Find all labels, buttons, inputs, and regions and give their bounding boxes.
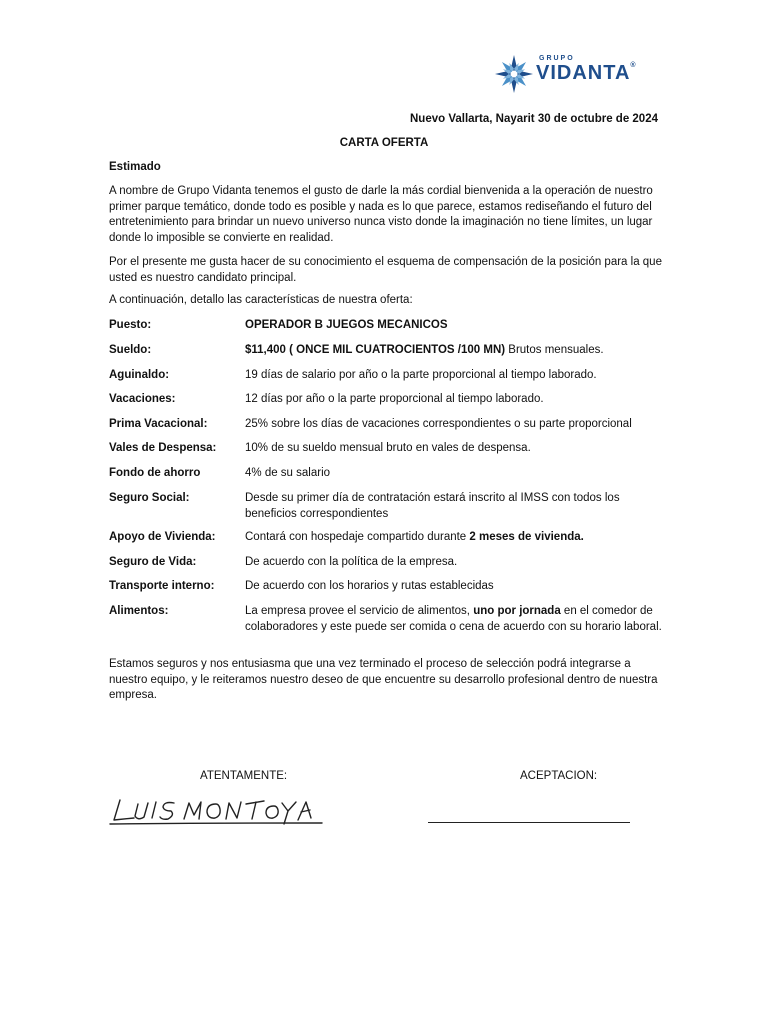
grupo-vidanta-logo bbox=[492, 53, 652, 95]
term-value: 25% sobre los días de vacaciones correspondientes o su parte proporcional bbox=[245, 418, 632, 430]
compensation-paragraph: Por el presente me gusta hacer de su conocimiento el esquema de compensación de la posición para la que usted es nuestro candidato principal. bbox=[109, 256, 662, 284]
term-label: Aguinaldo: bbox=[109, 369, 170, 381]
term-value bbox=[245, 318, 665, 334]
closing-paragraph: Estamos seguros y nos entusiasma que una vez terminado el proceso de selección podrá integrarse a nuestro equipo, y le reiteramos nuestro deseo de que encuentre su desarrollo profesional dentro de nuestra empresa. bbox=[109, 658, 658, 701]
term-value: 4% de su salario bbox=[245, 467, 331, 479]
letter-title: CARTA OFERTA bbox=[339, 137, 429, 149]
term-value-bold: OPERADOR B JUEGOS MECANICOS bbox=[245, 319, 448, 331]
term-label: Seguro Social: bbox=[109, 492, 190, 504]
term-label: Alimentos: bbox=[109, 605, 169, 617]
term-label: Transporte interno: bbox=[109, 580, 215, 592]
term-value-text: La empresa provee el servicio de alimentos, bbox=[245, 605, 474, 617]
term-value bbox=[245, 343, 665, 359]
term-value-text-after: en el comedor de colaboradores y este puede ser comida o cena de acuerdo con su horario laboral. bbox=[245, 605, 662, 633]
term-label: Seguro de Vida: bbox=[109, 556, 197, 568]
logo-registered-mark: ® bbox=[630, 62, 637, 69]
term-label: Vacaciones: bbox=[109, 393, 176, 405]
term-value: De acuerdo con la política de la empresa. bbox=[245, 556, 458, 568]
term-value: Desde su primer día de contratación estará inscrito al IMSS con todos los beneficios correspondientes bbox=[245, 492, 620, 520]
vidanta-star-icon bbox=[492, 53, 536, 95]
term-label: Sueldo: bbox=[109, 344, 152, 356]
term-label: Apoyo de Vivienda: bbox=[109, 531, 216, 543]
letter-greeting: Estimado bbox=[109, 161, 161, 173]
term-value bbox=[245, 604, 665, 635]
term-value-text: Contará con hospedaje compartido durante bbox=[245, 531, 470, 543]
logo-group-text: GRUPO bbox=[539, 55, 575, 62]
letter-date: Nuevo Vallarta, Nayarit 30 de octubre de 2024 bbox=[409, 113, 658, 125]
acceptance-signature-line bbox=[428, 822, 630, 823]
term-label: Vales de Despensa: bbox=[109, 442, 217, 454]
term-label: Fondo de ahorro bbox=[109, 467, 201, 479]
logo-brand-text bbox=[536, 62, 637, 85]
term-label: Prima Vacacional: bbox=[109, 418, 208, 430]
term-value-bold: 2 meses de vivienda. bbox=[469, 531, 584, 543]
intro-paragraph: A nombre de Grupo Vidanta tenemos el gusto de darle la más cordial bienvenida a la operación de nuestro primer parque temático, donde todo es posible y nada es lo que parece, estamos rediseñando el futuro del entretenimiento para brindar un nuevo universo nunca visto donde la imaginación no tiene límites, un lugar donde lo imposible se convierte en realidad. bbox=[109, 185, 653, 244]
term-value: 19 días de salario por año o la parte proporcional al tiempo laborado. bbox=[245, 369, 597, 381]
term-value-text: Brutos mensuales. bbox=[505, 344, 604, 356]
term-value bbox=[245, 530, 665, 546]
sincerely-label: ATENTAMENTE: bbox=[200, 770, 288, 782]
acceptance-label: ACEPTACION: bbox=[520, 770, 598, 782]
logo-brand-name: VIDANTA bbox=[536, 62, 631, 84]
term-value: 12 días por año o la parte proporcional al tiempo laborado. bbox=[245, 393, 544, 405]
handwritten-signature bbox=[108, 796, 324, 830]
term-value: De acuerdo con los horarios y rutas establecidas bbox=[245, 580, 494, 592]
term-value: 10% de su sueldo mensual bruto en vales de despensa. bbox=[245, 442, 531, 454]
offer-details-intro: A continuación, detallo las características de nuestra oferta: bbox=[109, 294, 413, 306]
term-label: Puesto: bbox=[109, 319, 152, 331]
term-value-bold: uno por jornada bbox=[473, 605, 561, 617]
term-value-bold: $11,400 ( ONCE MIL CUATROCIENTOS /100 MN) bbox=[245, 344, 506, 356]
